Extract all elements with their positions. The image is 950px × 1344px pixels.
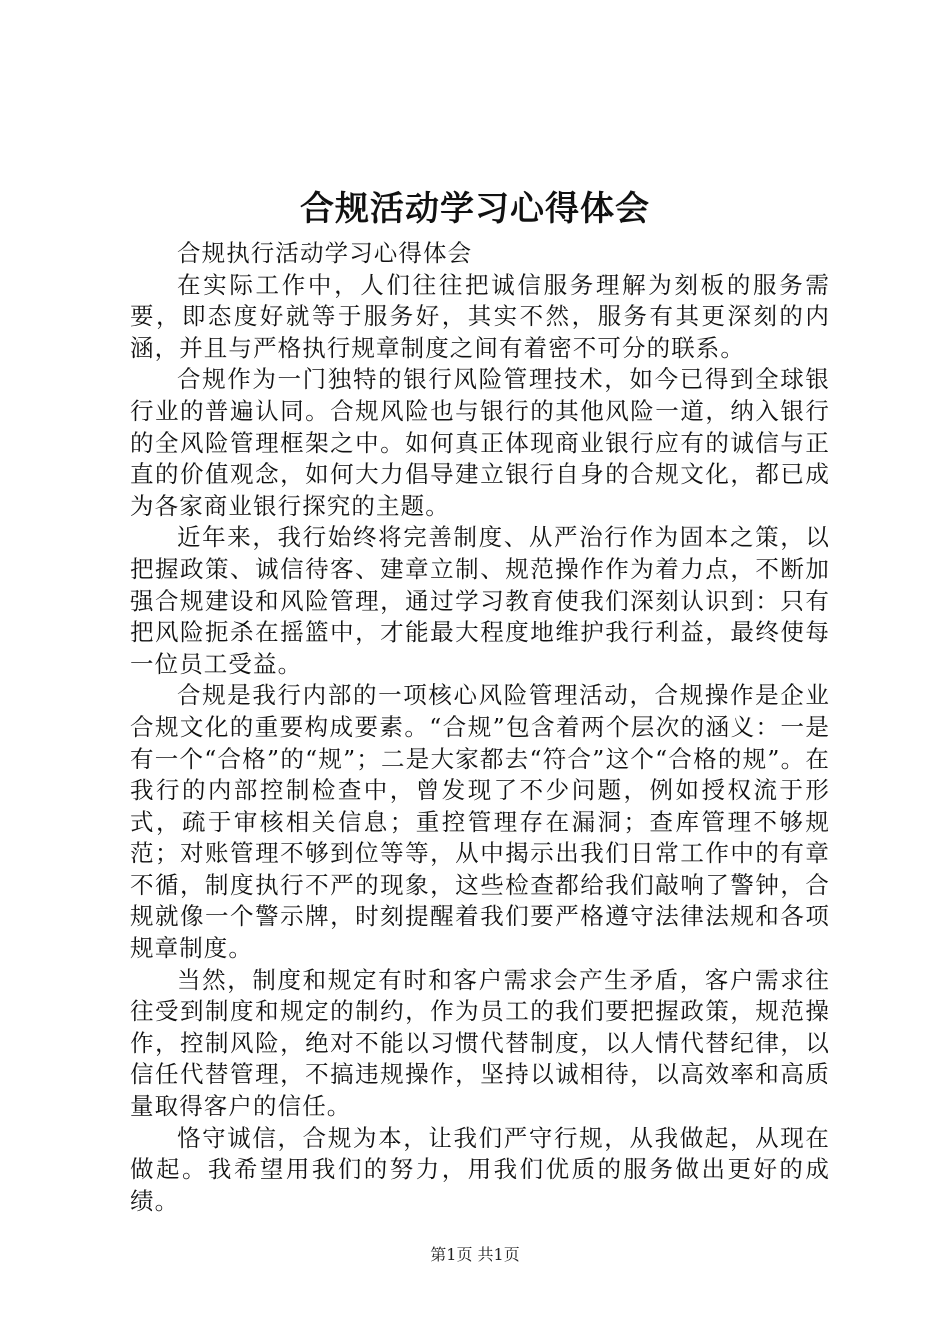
page-footer: 第1页 共1页 (430, 1245, 520, 1264)
paragraph: 近年来，我行始终将完善制度、从严治行作为固本之策，以把握政策、诚信待客、建章立制、规范操作作为着力点，不断加强合规建设和风险管理，通过学习教育使我们深刻认识到：只有把风险扼杀在摇篮中，才能最大程度地维护我行利益，最终使每一位员工受益。 (130, 523, 830, 678)
paragraph: 恪守诚信，合规为本，让我们严守行规，从我做起，从现在做起。我希望用我们的努力，用我们优质的服务做出更好的成绩。 (130, 1123, 830, 1215)
paragraph: 合规作为一门独特的银行风险管理技术，如今已得到全球银行业的普遍认同。合规风险也与银行的其他风险一道，纳入银行的全风险管理框架之中。如何真正体现商业银行应有的诚信与正直的价值观念，如何大力倡导建立银行自身的合规文化，都已成为各家商业银行探究的主题。 (130, 365, 830, 520)
document-body (130, 238, 830, 1217)
paragraph-subtitle: 合规执行活动学习心得体会 (177, 239, 473, 267)
paragraph: 在实际工作中，人们往往把诚信服务理解为刻板的服务需要，即态度好就等于服务好，其实不然，服务有其更深刻的内涵，并且与严格执行规章制度之间有着密不可分的联系。 (130, 270, 830, 362)
paragraph: 合规是我行内部的一项核心风险管理活动，合规操作是企业合规文化的重要构成要素。“合规”包含着两个层次的涵义：一是有一个“合格”的“规”；二是大家都去“符合”这个“合格的规”。在我行的内部控制检查中，曾发现了不少问题，例如授权流于形式，疏于审核相关信息；重控管理存在漏洞；查库管理不够规范；对账管理不够到位等等，从中揭示出我们日常工作中的有章不循，制度执行不严的现象，这些检查都给我们敲响了警钟，合规就像一个警示牌，时刻提醒着我们要严格遵守法律法规和各项规章制度。 (130, 681, 830, 963)
document-title: 合规活动学习心得体会 (300, 189, 650, 229)
paragraph: 当然，制度和规定有时和客户需求会产生矛盾，客户需求往往受到制度和规定的制约，作为员工的我们要把握政策，规范操作，控制风险，绝对不能以习惯代替制度，以人情代替纪律，以信任代替管理，不搞违规操作，坚持以诚相待，以高效率和高质量取得客户的信任。 (130, 965, 830, 1121)
